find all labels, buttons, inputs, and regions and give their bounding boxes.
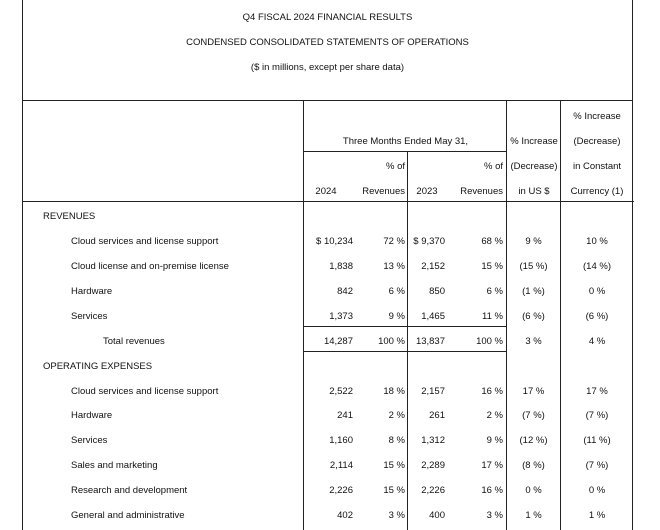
row-label: General and administrative (71, 510, 185, 521)
increase-us-header-2: (Decrease) (510, 161, 558, 172)
pct-2023: 6 % (486, 286, 503, 297)
pct-2023: 9 % (486, 435, 503, 446)
value-2023: 261 (429, 410, 445, 421)
year-2023-header: 2023 (416, 186, 438, 197)
units-note: ($ in millions, except per share data) (250, 62, 405, 73)
value-2024: 2,226 (329, 485, 353, 496)
change-us: (1 %) (522, 286, 545, 297)
pct-of-header-2023: % of (483, 161, 503, 172)
value-2024: 402 (337, 510, 353, 521)
value-2023: 2,157 (421, 386, 445, 397)
value-2023: 13,837 (415, 336, 445, 347)
pct-2024: 15 % (383, 485, 405, 496)
change-cc: (7 %) (585, 410, 609, 421)
value-2023: $ 9,370 (413, 236, 445, 247)
value-2023: 1,312 (421, 435, 445, 446)
change-us: (7 %) (522, 410, 545, 421)
change-cc: (11 %) (583, 435, 611, 446)
row-label: Research and development (71, 485, 188, 496)
increase-cc-header-2: (Decrease) (573, 136, 621, 147)
change-us: 0 % (525, 485, 542, 496)
change-cc: 0 % (588, 485, 606, 496)
pct-2023: 16 % (481, 386, 503, 397)
row-label: Hardware (71, 410, 113, 421)
report-title: Q4 FISCAL 2024 FINANCIAL RESULTS (242, 12, 413, 23)
pct-2024: 3 % (388, 510, 405, 521)
financial-statement-page (22, 0, 633, 530)
row-label: Cloud services and license support (71, 386, 219, 397)
change-us: (8 %) (522, 460, 545, 471)
subtotal-top-rule (303, 326, 506, 327)
pct-2024: 6 % (388, 286, 405, 297)
change-us: 1 % (525, 510, 542, 521)
period-header: Three Months Ended May 31, (342, 136, 469, 147)
value-2023: 400 (429, 510, 445, 521)
value-2024: 241 (337, 410, 353, 421)
value-2023: 2,152 (421, 261, 445, 272)
increase-cc-header-3: in Constant (572, 161, 622, 172)
row-label: Hardware (71, 286, 113, 297)
change-us: 9 % (525, 236, 542, 247)
pct-of-header-2024: % of (385, 161, 405, 172)
year-2024-header: 2024 (315, 186, 337, 197)
pct-2024: 9 % (388, 311, 405, 322)
pct-2023: 11 % (482, 311, 503, 322)
change-cc: 10 % (586, 236, 608, 247)
value-2024: 2,522 (329, 386, 353, 397)
row-label: Services (71, 435, 108, 446)
header-bottom-rule (23, 201, 634, 202)
row-label: Cloud license and on-premise license (71, 261, 229, 272)
pct-2023: 2 % (486, 410, 503, 421)
revenues-header-2024: Revenues (362, 186, 405, 197)
pct-2024: 100 % (378, 336, 405, 347)
pct-2023: 15 % (481, 261, 503, 272)
change-us: 17 % (522, 386, 545, 397)
row-label: Cloud services and license support (71, 236, 219, 247)
pct-2023: 100 % (476, 336, 503, 347)
subtotal-bottom-rule (303, 351, 506, 352)
revenues-header-2023: Revenues (460, 186, 503, 197)
value-2023: 2,289 (421, 460, 445, 471)
increase-us-header-1: % Increase (510, 136, 558, 147)
change-cc: 0 % (588, 286, 606, 297)
pct-2024: 72 % (383, 236, 405, 247)
value-2023: 850 (429, 286, 445, 297)
value-2024: 1,838 (329, 261, 353, 272)
increase-us-header-3: in US $ (518, 186, 550, 197)
row-label: Total revenues (103, 336, 165, 347)
row-label: Services (71, 311, 108, 322)
change-cc: (6 %) (585, 311, 609, 322)
increase-cc-header-1: % Increase (573, 111, 621, 122)
pct-2024: 2 % (388, 410, 405, 421)
value-2024: 1,373 (329, 311, 353, 322)
change-us: 3 % (525, 336, 542, 347)
change-cc: (7 %) (585, 460, 609, 471)
pct-2023: 17 % (481, 460, 503, 471)
value-2023: 1,465 (421, 311, 445, 322)
increase-cc-header-4: Currency (1) (570, 186, 624, 197)
pct-2024: 18 % (383, 386, 405, 397)
value-2023: 2,226 (421, 485, 445, 496)
title-block (23, 0, 632, 101)
change-cc: 4 % (588, 336, 606, 347)
change-cc: 17 % (586, 386, 608, 397)
pct-2023: 68 % (481, 236, 503, 247)
value-2024: 14,287 (323, 336, 353, 347)
pct-2024: 8 % (388, 435, 405, 446)
value-2024: 842 (337, 286, 353, 297)
change-us: (12 %) (519, 435, 548, 446)
value-2024: 1,160 (329, 435, 353, 446)
section-operating-expenses: OPERATING EXPENSES (43, 361, 153, 372)
section-revenues: REVENUES (43, 211, 96, 222)
value-2024: $ 10,234 (316, 236, 353, 247)
change-us: (15 %) (519, 261, 548, 272)
pct-2024: 15 % (383, 460, 405, 471)
value-2024: 2,114 (329, 460, 353, 471)
change-us: (6 %) (522, 311, 545, 322)
pct-2023: 3 % (486, 510, 503, 521)
statement-title: CONDENSED CONSOLIDATED STATEMENTS OF OPERATIONS (186, 37, 469, 48)
pct-2023: 16 % (481, 485, 503, 496)
row-label: Sales and marketing (71, 460, 158, 471)
change-cc: (14 %) (583, 261, 611, 272)
pct-2024: 13 % (383, 261, 405, 272)
change-cc: 1 % (588, 510, 606, 521)
period-underline (304, 151, 506, 152)
